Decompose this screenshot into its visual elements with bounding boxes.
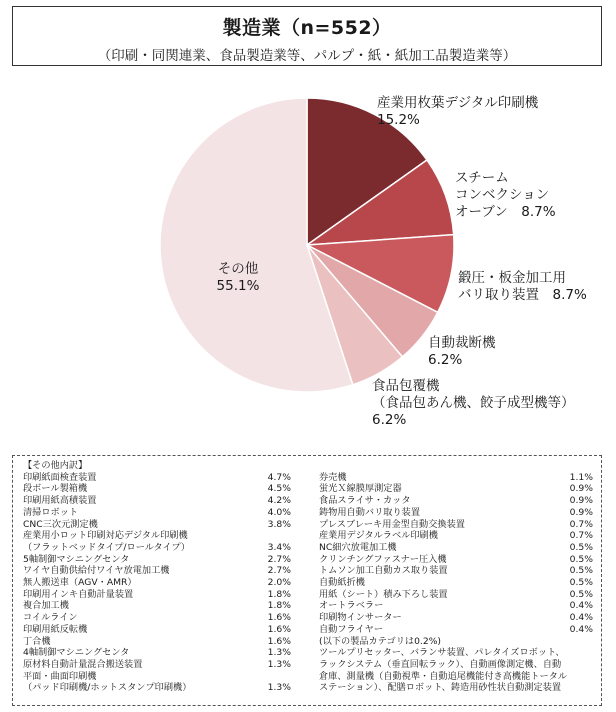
breakdown-item-name: 4軸制御マシニングセンタ bbox=[23, 647, 130, 659]
breakdown-item-name: 平面・曲面印刷機 bbox=[23, 670, 97, 682]
breakdown-item-value: 0.9% bbox=[569, 483, 593, 495]
breakdown-item-name: 原材料自動計量混合搬送装置 bbox=[23, 658, 143, 670]
breakdown-note: ラックシステム（垂直回転ラック）、自動画像測定機、自動 bbox=[319, 658, 562, 670]
breakdown-note: ツールプリセッター、バランサ装置、パレタイズロボット、 bbox=[319, 647, 565, 659]
other-breakdown-box bbox=[12, 455, 602, 706]
breakdown-item bbox=[23, 565, 291, 577]
slice-label-6 bbox=[217, 261, 260, 294]
breakdown-item bbox=[319, 565, 593, 577]
breakdown-item bbox=[319, 472, 593, 484]
breakdown-item bbox=[23, 636, 291, 648]
slice-label-line: スチーム bbox=[455, 170, 509, 186]
breakdown-item-value: 3.4% bbox=[267, 541, 291, 553]
breakdown-item-name: 産業用小ロット印刷対応デジタル印刷機 bbox=[23, 530, 188, 542]
breakdown-item-value: 1.3% bbox=[267, 658, 291, 670]
pie-chart bbox=[0, 70, 616, 455]
breakdown-item-value: 0.4% bbox=[569, 600, 593, 612]
breakdown-item bbox=[23, 671, 291, 683]
slice-label-5 bbox=[372, 377, 575, 428]
breakdown-item bbox=[23, 624, 291, 636]
breakdown-item bbox=[319, 542, 593, 554]
breakdown-item-name: 券売機 bbox=[319, 471, 347, 483]
breakdown-item bbox=[319, 483, 593, 495]
breakdown-item-value: 1.3% bbox=[267, 682, 291, 694]
breakdown-item-value: 1.8% bbox=[267, 600, 291, 612]
breakdown-item-value: 0.4% bbox=[569, 623, 593, 635]
breakdown-item-name: 5軸制御マシニングセンタ bbox=[23, 553, 130, 565]
slice-label-line: 55.1% bbox=[216, 278, 260, 294]
breakdown-item-name: 印刷用インキ自動計量装置 bbox=[23, 588, 134, 600]
breakdown-item-name: 自動紙折機 bbox=[319, 577, 365, 589]
breakdown-item-value: 0.5% bbox=[569, 541, 593, 553]
slice-label-line: 自動裁断機 bbox=[428, 335, 496, 351]
breakdown-item-value: 0.5% bbox=[569, 577, 593, 589]
slice-label-line: 鍛圧・板金加工用 bbox=[458, 270, 566, 286]
breakdown-item-name: CNC三次元測定機 bbox=[23, 518, 98, 530]
breakdown-item-value: 4.7% bbox=[267, 471, 291, 483]
breakdown-item-value: 1.3% bbox=[267, 647, 291, 659]
breakdown-item-name: オートラベラー bbox=[319, 600, 384, 612]
breakdown-item bbox=[23, 612, 291, 624]
slice-label-line: 6.2% bbox=[428, 352, 463, 368]
breakdown-item bbox=[319, 507, 593, 519]
breakdown-item bbox=[319, 519, 593, 531]
breakdown-item-name: 食品スライサ・カッタ bbox=[319, 495, 411, 507]
breakdown-item-name: 産業用デジタルラベル印刷機 bbox=[319, 530, 438, 542]
breakdown-item-name: トムソン加工自動カス取り装置 bbox=[319, 565, 448, 577]
breakdown-item bbox=[23, 519, 291, 531]
pie-slices bbox=[160, 98, 454, 392]
breakdown-item-name: 用紙（シート）積み下ろし装置 bbox=[319, 588, 448, 600]
breakdown-item-name: （パッド印刷機/ホットスタンプ印刷機） bbox=[23, 682, 192, 694]
breakdown-item-value: 0.5% bbox=[569, 565, 593, 577]
slice-label-4 bbox=[428, 334, 496, 368]
title-box bbox=[12, 6, 602, 66]
breakdown-item-name: クリンチングファスナー圧入機 bbox=[319, 553, 447, 565]
breakdown-item-name: コイルライン bbox=[23, 612, 78, 624]
breakdown-item-name: プレスブレーキ用金型自動交換装置 bbox=[319, 518, 465, 530]
breakdown-item bbox=[23, 507, 291, 519]
breakdown-item-name: 印刷用紙反転機 bbox=[23, 623, 88, 635]
slice-label-line: その他 bbox=[217, 261, 259, 277]
breakdown-item-value: 1.6% bbox=[267, 635, 291, 647]
breakdown-item-name: 段ボール製箱機 bbox=[23, 483, 88, 495]
breakdown-item bbox=[23, 483, 291, 495]
slice-label-1 bbox=[377, 94, 539, 128]
slice-label-line: 15.2% bbox=[377, 112, 420, 128]
breakdown-item-value: 4.2% bbox=[267, 495, 291, 507]
breakdown-item-value: 4.0% bbox=[267, 506, 291, 518]
slice-label-line: 食品包覆機 bbox=[372, 378, 440, 394]
breakdown-item-value: 4.5% bbox=[267, 483, 291, 495]
breakdown-item-value: 0.7% bbox=[569, 530, 593, 542]
breakdown-item bbox=[23, 530, 291, 542]
breakdown-item-value: 0.9% bbox=[569, 506, 593, 518]
breakdown-item-value: 2.7% bbox=[267, 565, 291, 577]
breakdown-item bbox=[23, 600, 291, 612]
breakdown-item-name: ワイヤ自動供給付ワイヤ放電加工機 bbox=[23, 565, 170, 577]
breakdown-item bbox=[319, 589, 593, 601]
breakdown-item-value bbox=[263, 671, 291, 683]
breakdown-item bbox=[23, 589, 291, 601]
slice-label-line: コンベクション bbox=[455, 187, 550, 203]
breakdown-item-value bbox=[263, 530, 291, 542]
breakdown-item-name: 自動フライヤー bbox=[319, 623, 384, 635]
breakdown-item bbox=[319, 600, 593, 612]
breakdown-item-name: 鋳物用自動バリ取り装置 bbox=[319, 506, 421, 518]
slice-label-line: 産業用枚葉デジタル印刷機 bbox=[377, 95, 539, 111]
breakdown-item bbox=[319, 624, 593, 636]
breakdown-item bbox=[23, 682, 291, 694]
breakdown-item-value: 1.6% bbox=[267, 612, 291, 624]
breakdown-left-column bbox=[23, 472, 291, 694]
breakdown-item-value: 0.5% bbox=[569, 553, 593, 565]
breakdown-item-name: 印刷紙面検査装置 bbox=[23, 471, 97, 483]
chart-title: 製造業（n=552） bbox=[222, 17, 392, 39]
breakdown-item-value: 3.8% bbox=[267, 518, 291, 530]
breakdown-item-value: 0.4% bbox=[569, 612, 593, 624]
breakdown-item bbox=[23, 554, 291, 566]
breakdown-item-name: 無人搬送車（AGV・AMR） bbox=[23, 577, 137, 589]
breakdown-heading: 【その他内訳】 bbox=[23, 460, 88, 471]
breakdown-item-name: 複合加工機 bbox=[23, 600, 69, 612]
breakdown-item-value: 1.1% bbox=[569, 471, 593, 483]
breakdown-item bbox=[23, 659, 291, 671]
slice-label-2 bbox=[455, 170, 556, 220]
breakdown-item-name: NC細穴放電加工機 bbox=[319, 541, 397, 553]
breakdown-item-value: 2.0% bbox=[267, 577, 291, 589]
breakdown-item bbox=[23, 495, 291, 507]
chart-subtitle: （印刷・同関連業、食品製造業等、パルプ・紙・紙加工品製造業等） bbox=[97, 48, 517, 64]
breakdown-item bbox=[23, 542, 291, 554]
breakdown-item bbox=[23, 577, 291, 589]
breakdown-item bbox=[319, 577, 593, 589]
breakdown-note: ステーション）、配膳ロボット、鋳造用砂性状自動測定装置 bbox=[319, 682, 562, 694]
breakdown-item-name: 蛍光Ｘ線膜厚測定器 bbox=[319, 483, 402, 495]
breakdown-item-value: 0.7% bbox=[569, 518, 593, 530]
breakdown-item-value: 1.6% bbox=[267, 623, 291, 635]
breakdown-item bbox=[319, 612, 593, 624]
slice-label-3 bbox=[458, 269, 587, 303]
breakdown-item bbox=[319, 495, 593, 507]
breakdown-item-name: 丁合機 bbox=[23, 635, 51, 647]
breakdown-right-column bbox=[319, 472, 593, 694]
breakdown-item-name: （フラットベッドタイプ/ロールタイプ） bbox=[23, 541, 190, 553]
breakdown-item bbox=[319, 530, 593, 542]
slice-label-line: オーブン 8.7% bbox=[455, 204, 556, 220]
slice-label-line: バリ取り装置 8.7% bbox=[458, 287, 587, 303]
breakdown-item bbox=[23, 647, 291, 659]
breakdown-item-name: 清掃ロボット bbox=[23, 506, 79, 518]
breakdown-item bbox=[23, 472, 291, 484]
breakdown-item-name: 印刷物インサーター bbox=[319, 612, 402, 624]
slice-label-line: （食品包あん機、餃子成型機等） bbox=[372, 395, 575, 411]
breakdown-item bbox=[319, 554, 593, 566]
breakdown-note: 倉庫、測量機（自動視準・自動追尾機能付き高機能トータル bbox=[319, 670, 568, 682]
slice-label-line: 6.2% bbox=[372, 412, 407, 428]
breakdown-item-value: 0.9% bbox=[569, 495, 593, 507]
breakdown-item-value: 1.8% bbox=[267, 588, 291, 600]
breakdown-note: (以下の製品カテゴリは0.2%) bbox=[319, 635, 442, 647]
breakdown-item-value: 0.5% bbox=[569, 588, 593, 600]
breakdown-item-name: 印刷用紙高積装置 bbox=[23, 495, 97, 507]
breakdown-item-value: 2.7% bbox=[267, 553, 291, 565]
